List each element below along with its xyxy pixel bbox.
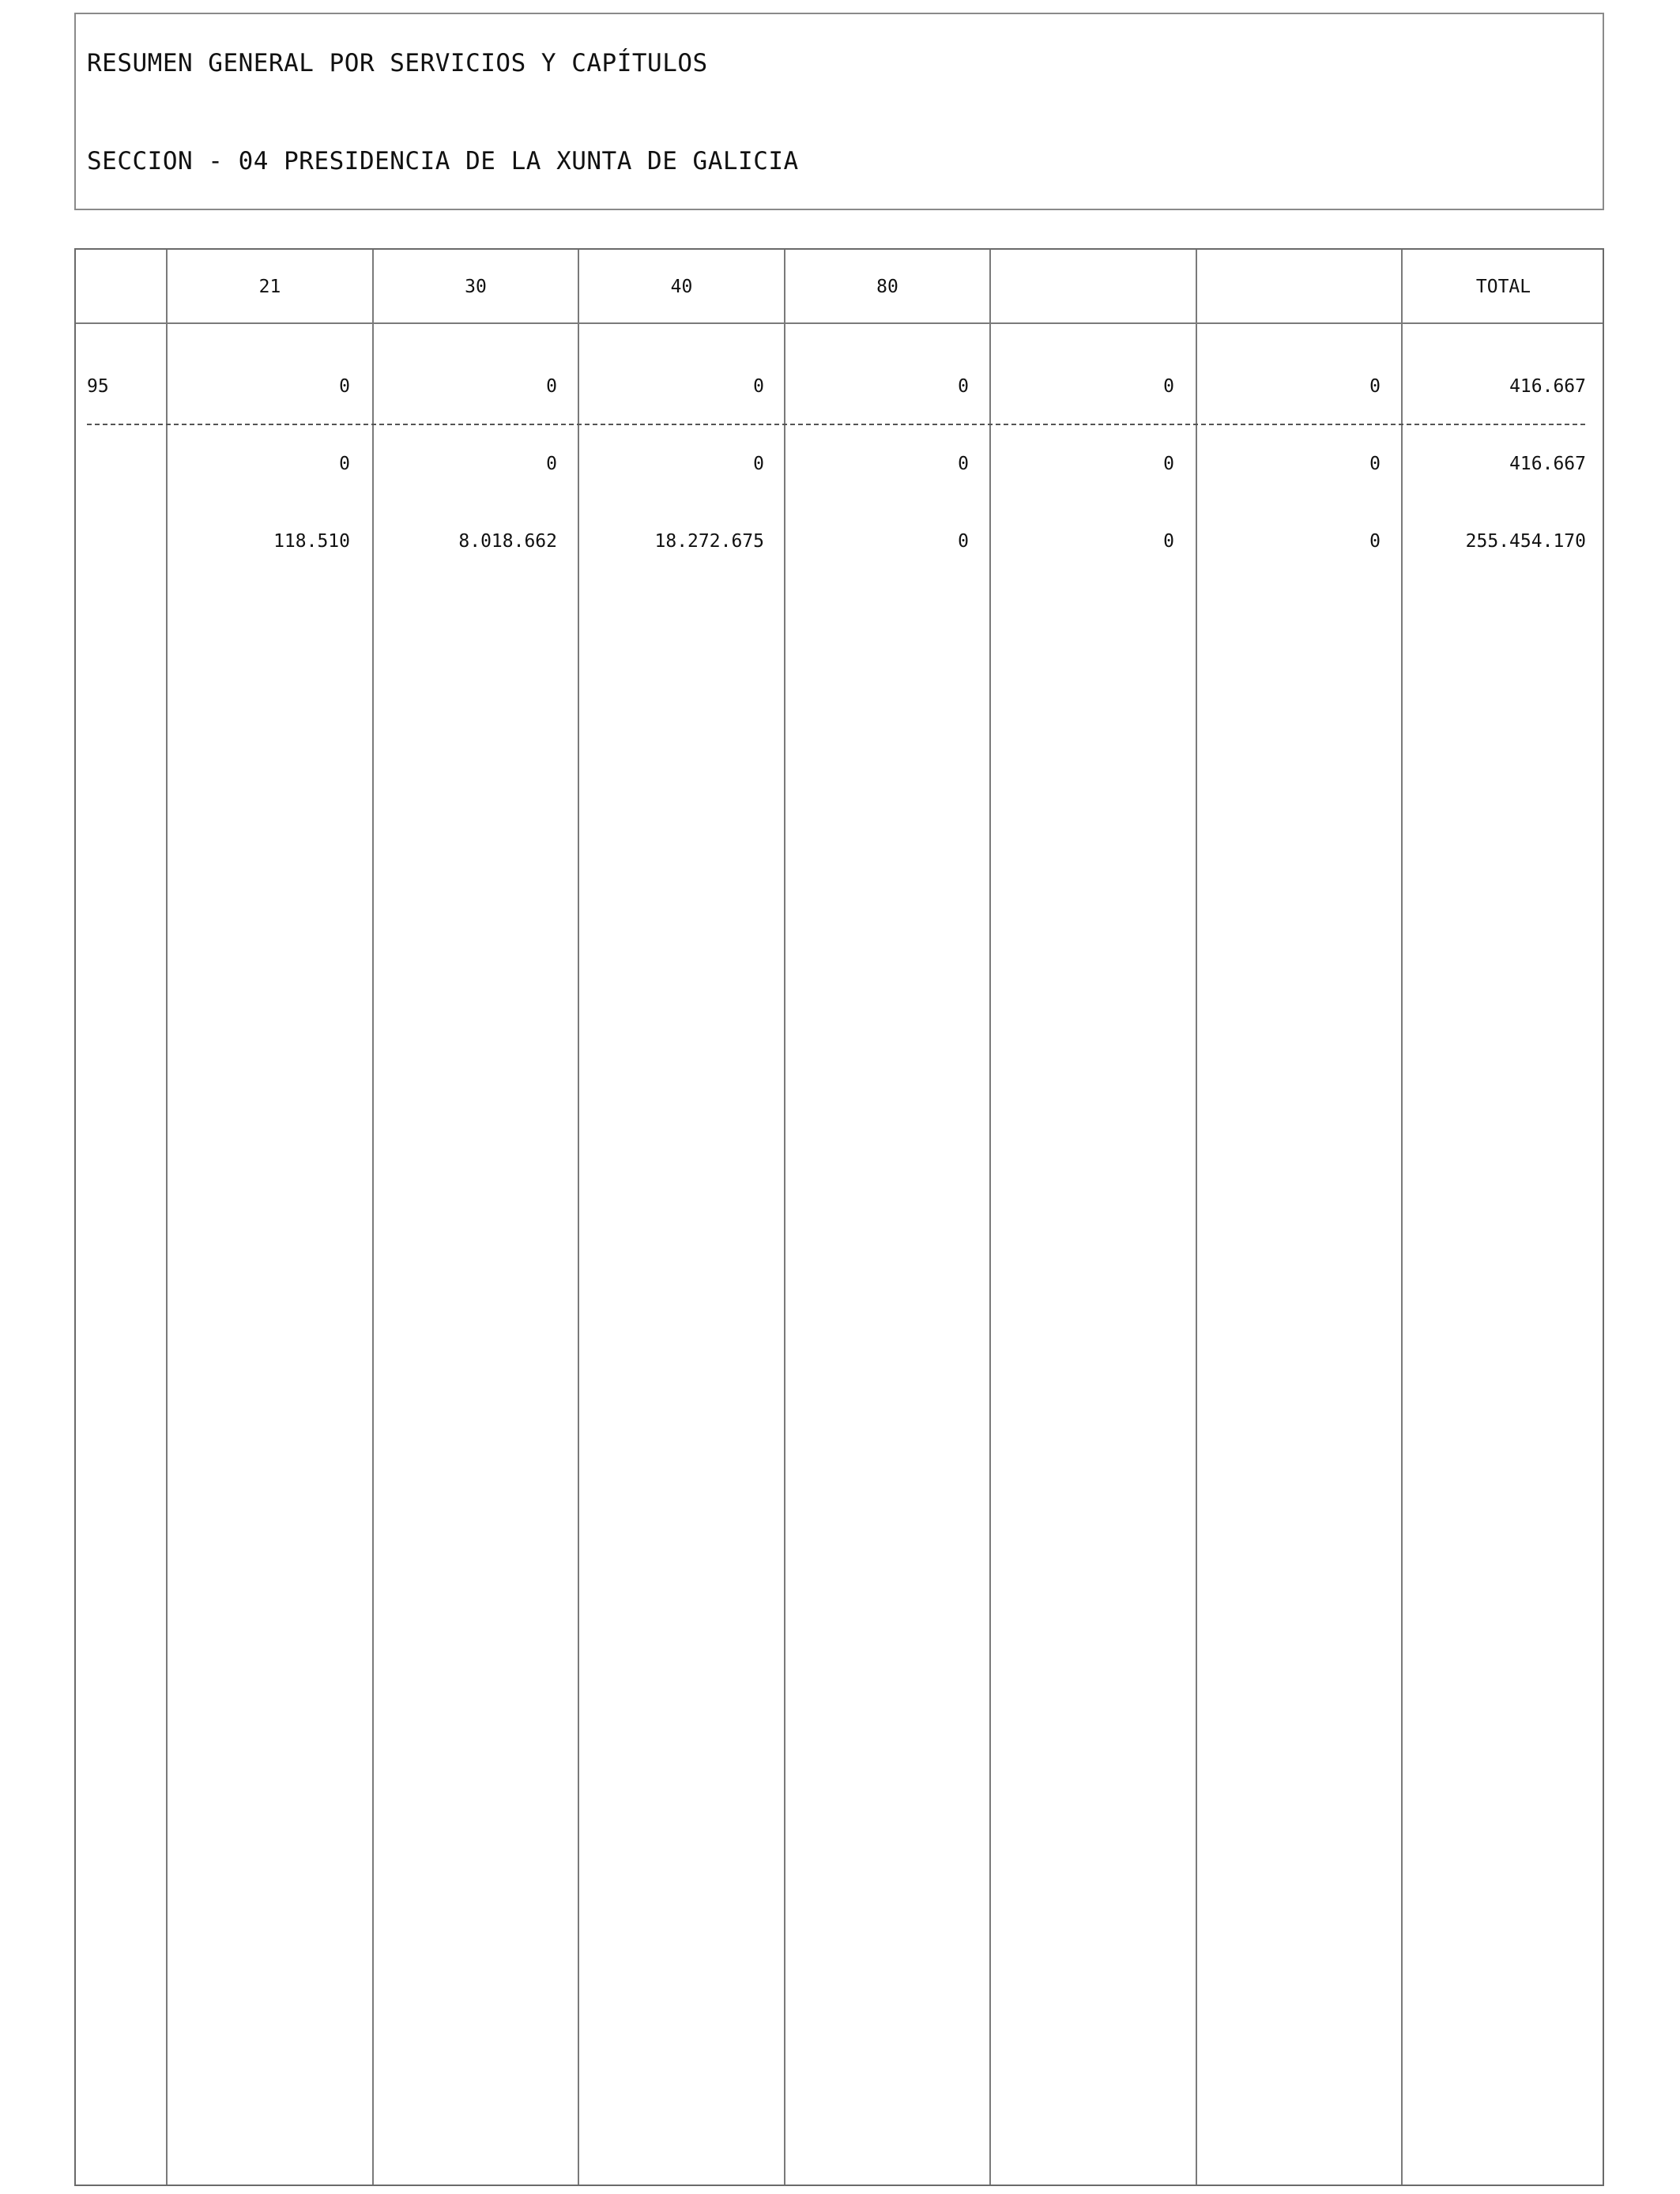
- dashed-separator: [87, 424, 1585, 425]
- table-cell: 0: [753, 454, 764, 474]
- column-header-40: 40: [670, 277, 693, 297]
- table-cell: 0: [339, 376, 350, 397]
- table-cell: 0: [958, 454, 969, 474]
- report-section: SECCION - 04 PRESIDENCIA DE LA XUNTA DE GALICIA: [87, 147, 799, 175]
- table-cell: 0: [958, 531, 969, 552]
- table-cell: 0: [339, 454, 350, 474]
- table-cell-total: 416.667: [1509, 454, 1586, 474]
- report-header: [74, 13, 1604, 210]
- table-cell: 0: [1369, 531, 1381, 552]
- row-label: 95: [87, 376, 109, 397]
- column-header-21: 21: [258, 277, 281, 297]
- report-title: RESUMEN GENERAL POR SERVICIOS Y CAPÍTULOS: [87, 49, 708, 77]
- table-cell: 0: [958, 376, 969, 397]
- header-divider: [76, 322, 1603, 324]
- table-cell: 0: [546, 454, 557, 474]
- table-cell: 0: [546, 376, 557, 397]
- table-cell: 0: [1163, 454, 1174, 474]
- summary-table: [74, 248, 1604, 2186]
- table-cell: 18.272.675: [654, 531, 764, 552]
- table-cell: 0: [753, 376, 764, 397]
- column-header-80: 80: [876, 277, 898, 297]
- table-cell: 0: [1369, 454, 1381, 474]
- table-cell-total: 416.667: [1509, 376, 1586, 397]
- table-cell: 0: [1369, 376, 1381, 397]
- column-header-30: 30: [465, 277, 487, 297]
- table-cell: 0: [1163, 376, 1174, 397]
- column-header-total: TOTAL: [1475, 277, 1531, 297]
- table-cell-total: 255.454.170: [1465, 531, 1586, 552]
- table-cell: 0: [1163, 531, 1174, 552]
- table-cell: 118.510: [273, 531, 350, 552]
- table-cell: 8.018.662: [458, 531, 557, 552]
